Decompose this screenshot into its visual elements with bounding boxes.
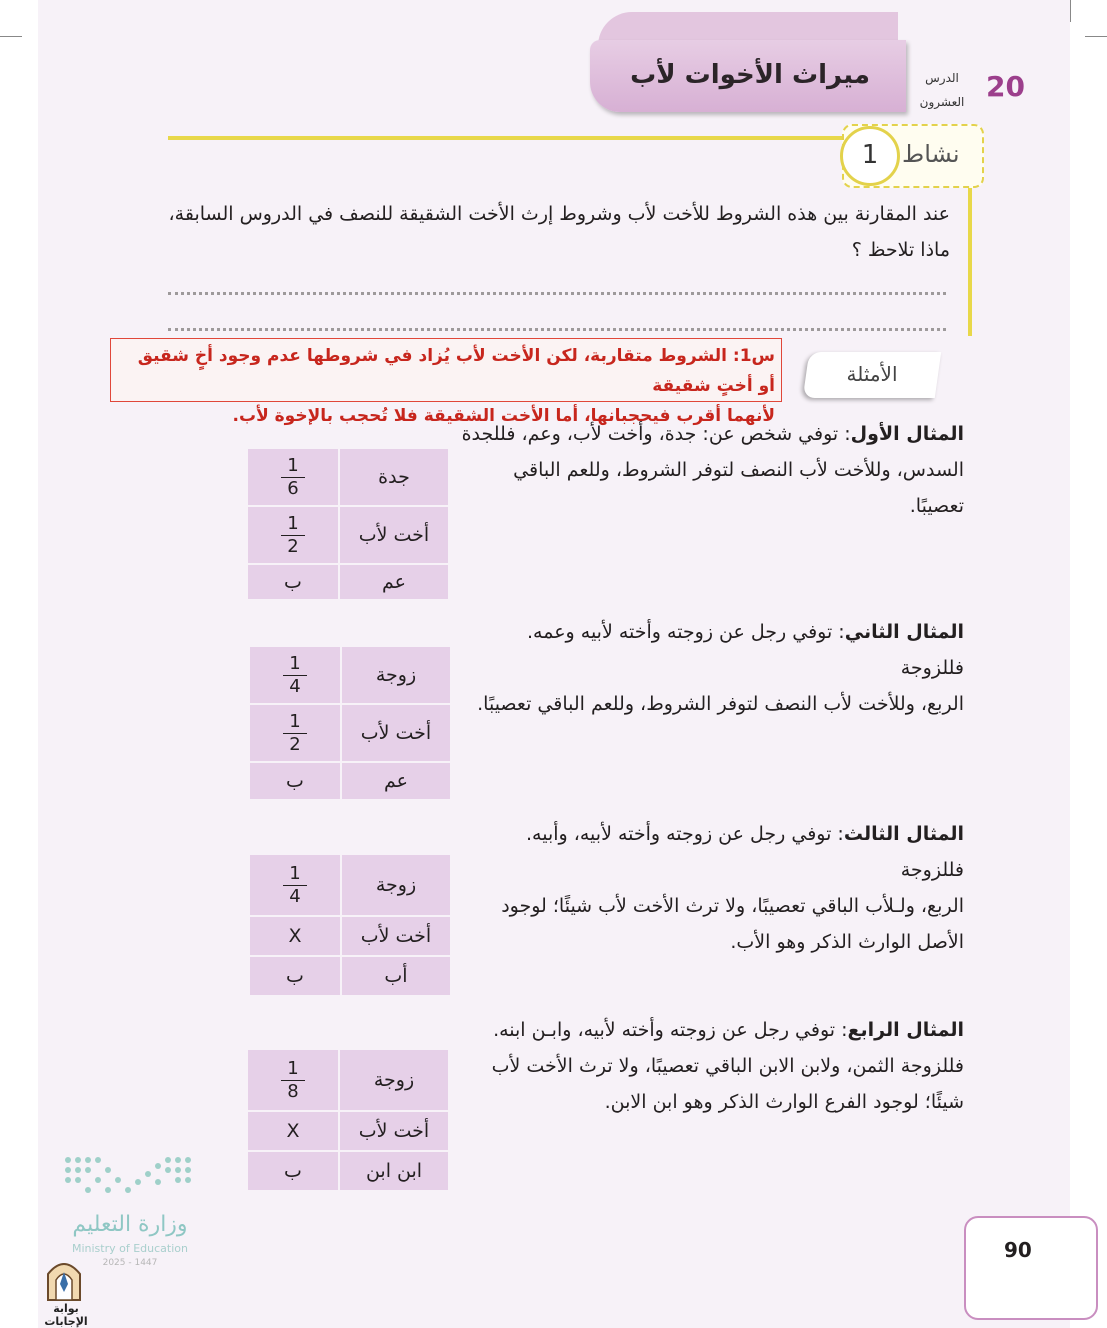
heir-name: ابن ابن — [340, 1152, 448, 1190]
example-line: شيئًا؛ لوجود الفرع الوارث الذكر وهو ابن الابن. — [604, 1091, 964, 1113]
table-row — [248, 1152, 448, 1190]
crop-mark — [0, 36, 22, 37]
heir-share — [250, 647, 340, 703]
example-heading: المثال الأول — [850, 423, 964, 445]
answer-dotted-line — [168, 328, 946, 331]
share-numerator: 1 — [281, 513, 304, 536]
lesson-label — [910, 66, 974, 114]
heir-share — [248, 507, 338, 563]
heir-table — [246, 1048, 450, 1192]
example-line — [460, 816, 964, 888]
heir-table — [248, 853, 452, 997]
table-row — [250, 763, 450, 799]
example-heading: المثال الثالث — [843, 823, 964, 845]
answer-line — [117, 341, 775, 401]
heir-share: X — [248, 1112, 338, 1150]
ministry-logo-dots-icon — [60, 1152, 200, 1204]
heir-share — [250, 705, 340, 761]
heir-table — [248, 645, 452, 801]
example-text — [460, 1012, 964, 1120]
heir-table — [246, 447, 450, 601]
activity-rule — [168, 136, 848, 140]
example-text — [460, 816, 964, 960]
answer-dotted-line — [168, 292, 946, 295]
example-line-text: : توفي رجل عن زوجته وأخته لأبيه، وأبيه. فللزوجة — [526, 823, 964, 881]
heir-name: أخت لأب — [340, 507, 448, 563]
heir-share: ب — [248, 565, 338, 599]
table-row — [250, 957, 450, 995]
heir-name: جدة — [340, 449, 448, 505]
answer-prefix: س1: — [732, 346, 775, 366]
page-number-box — [964, 1216, 1098, 1320]
activity-question — [160, 196, 950, 268]
share-numerator: 1 — [281, 455, 304, 478]
table-row — [248, 1050, 448, 1110]
heir-share: ب — [250, 763, 340, 799]
share-denominator: 4 — [289, 886, 301, 907]
heir-name: أخت لأب — [342, 917, 450, 955]
example-line: الأصل الوارث الذكر وهو الأب. — [730, 931, 964, 953]
heir-name: أخت لأب — [340, 1112, 448, 1150]
heir-share — [250, 855, 340, 915]
table-row — [248, 565, 448, 599]
share-denominator: 6 — [287, 478, 299, 499]
table-row — [250, 917, 450, 955]
example-heading: المثال الثاني — [844, 621, 964, 643]
lesson-ordinal: العشرون — [919, 95, 965, 109]
ministry-name-arabic: وزارة التعليم — [72, 1212, 188, 1237]
ministry-year: 2025 - 1447 — [102, 1258, 158, 1268]
answer-box — [110, 338, 782, 426]
example-line — [460, 416, 964, 452]
share-denominator: 2 — [287, 536, 299, 557]
heir-share: ب — [248, 1152, 338, 1190]
example-line-text: : توفي رجل عن زوجته وأخته لأبيه، وابـن ابنه. — [493, 1019, 848, 1041]
example-line: فللزوجة الثمن، ولابن الابن الباقي تعصيبًا، ولا ترث الأخت لأب — [491, 1055, 964, 1077]
examples-label: الأمثلة — [846, 362, 898, 386]
share-denominator: 2 — [289, 734, 301, 755]
share-numerator: 1 — [281, 1058, 304, 1081]
table-row — [250, 705, 450, 761]
heir-name: عم — [342, 763, 450, 799]
crop-mark — [1070, 0, 1071, 22]
page-number: 90 — [1004, 1238, 1032, 1262]
share-numerator: 1 — [283, 711, 306, 734]
example-line-text: : توفي شخص عن: جدة، وأخت لأب، وعم، فللجدة — [461, 423, 851, 445]
heir-name: زوجة — [342, 855, 450, 915]
heir-share — [248, 1050, 338, 1110]
example-line-text: : توفي رجل عن زوجته وأخته لأبيه وعمه. فللزوجة — [527, 621, 964, 679]
heir-share: X — [250, 917, 340, 955]
example-text — [460, 614, 964, 722]
heir-name: عم — [340, 565, 448, 599]
activity-label: نشاط — [902, 140, 960, 168]
answer-line: لأنهما أقرب فيحجبانها، أما الأخت الشقيقة فلا تُحجب بالإخوة لأب. — [232, 406, 775, 426]
example-line: السدس، وللأخت لأب النصف لتوفر الشروط، وللعم الباقي تعصيبًا. — [513, 459, 964, 517]
portal-name: بوابة الإجابات — [44, 1302, 88, 1328]
example-text — [460, 416, 964, 524]
table-row — [248, 1112, 448, 1150]
heir-name: زوجة — [340, 1050, 448, 1110]
example-line — [460, 614, 964, 686]
example-line — [460, 1012, 964, 1048]
activity-question-line: عند المقارنة بين هذه الشروط للأخت لأب وشروط إرث الأخت الشقيقة للنصف في الدروس السابقة، — [168, 203, 950, 225]
table-row — [248, 449, 448, 505]
share-numerator: 1 — [283, 863, 306, 886]
activity-number-badge: 1 — [840, 126, 900, 186]
activity-question-line: ماذا تلاحظ ؟ — [851, 239, 950, 261]
page-title: ميراث الأخوات لأب — [630, 60, 870, 90]
portal-logo-icon — [44, 1256, 84, 1302]
ministry-name-english: Ministry of Education — [71, 1242, 188, 1255]
share-denominator: 8 — [287, 1081, 299, 1102]
share-denominator: 4 — [289, 676, 301, 697]
lesson-word: الدرس — [925, 71, 959, 85]
crop-mark — [1085, 36, 1107, 37]
table-row — [250, 647, 450, 703]
heir-share: ب — [250, 957, 340, 995]
table-row — [250, 855, 450, 915]
table-row — [248, 507, 448, 563]
answer-text: الشروط متقاربة، لكن الأخت لأب يُزاد في شروطها عدم وجود أخٍ شقيق أو أختٍ شقيقة — [137, 346, 775, 396]
heir-share — [248, 449, 338, 505]
heir-name: أخت لأب — [342, 705, 450, 761]
heir-name: أب — [342, 957, 450, 995]
example-line: الربع، ولـلأب الباقي تعصيبًا، ولا ترث الأخت لأب شيئًا؛ لوجود — [501, 895, 964, 917]
lesson-number: 20 — [986, 70, 1025, 103]
example-heading: المثال الرابع — [847, 1019, 964, 1041]
activity-side-rule — [968, 184, 972, 336]
heir-name: زوجة — [342, 647, 450, 703]
example-line: الربع، وللأخت لأب النصف لتوفر الشروط، وللعم الباقي تعصيبًا. — [477, 693, 964, 715]
share-numerator: 1 — [283, 653, 306, 676]
